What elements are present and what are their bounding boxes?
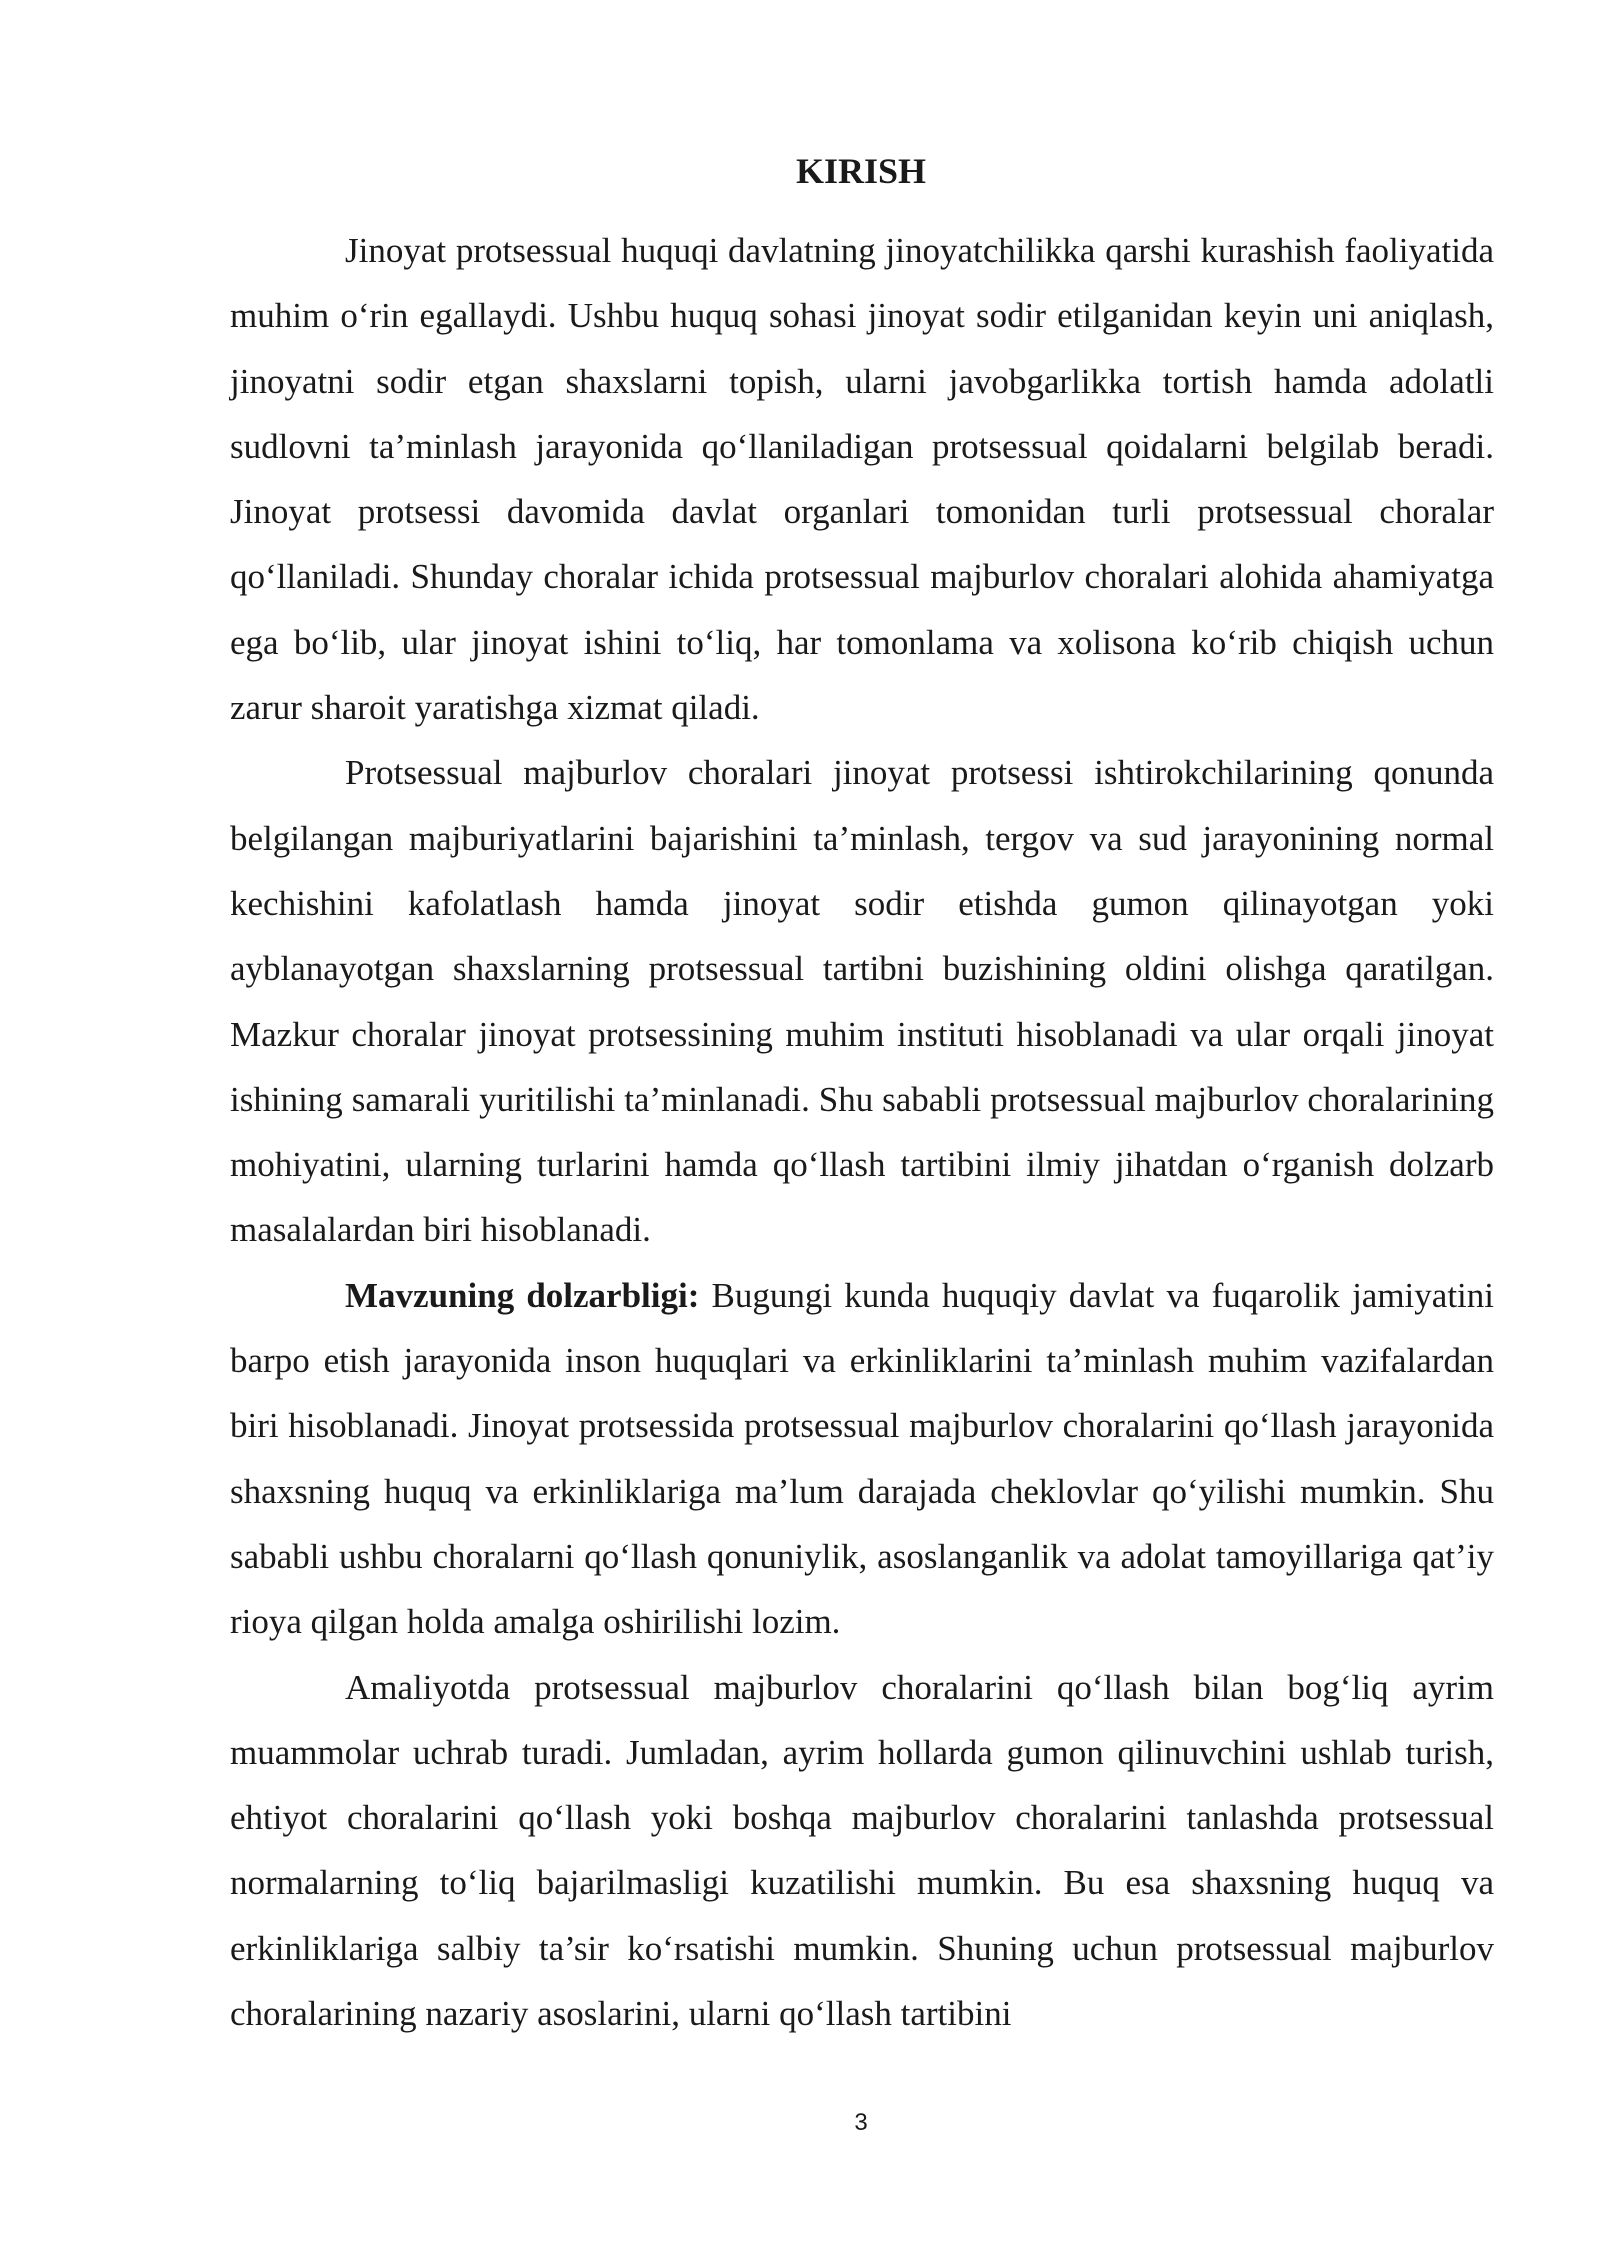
paragraph-3-lead: Mavzuning dolzarbligi: [345,1275,700,1315]
paragraph-2 [230,740,1494,1262]
body-text [230,218,1494,2046]
paragraph-3 [230,1263,1494,1655]
paragraph-4-text: Amaliyotda protsessual majburlov choralarini qo‘llash bilan bog‘liq ayrim muammolar uchrab turadi. Jumladan, ayrim hollarda gumon qilinuvchini ushlab turish, ehtiyot choralarini qo‘llash yoki boshqa majburlov choralarini tanlashda protsessual normalarning to‘liq bajarilmasligi kuzatilishi mumkin. Bu esa shaxsning huquq va erkinliklariga salbiy ta’sir ko‘rsatishi mumkin. Shuning uchun protsessual majburlov choralarining nazariy asoslarini, ularni qo‘llash tartibini [230,1667,1494,2034]
paragraph-2-text: Protsessual majburlov choralari jinoyat protsessi ishtirokchilarining qonunda belgilangan majburiyatlarini bajarishini ta’minlash, tergov va sud jarayonining normal kechishini kafolatlash hamda jinoyat sodir etishda gumon qilinayotgan yoki ayblanayotgan shaxslarning protsessual tartibni buzishining oldini olishga qaratilgan. Mazkur choralar jinoyat protsessining muhim instituti hisoblanadi va ular orqali jinoyat ishining samarali yuritilishi ta’minlanadi. Shu sababli protsessual majburlov choralarining mohiyatini, ularning turlarini hamda qo‘llash tartibini ilmiy jihatdan o‘rganish dolzarb masalalardan biri hisoblanadi. [230,753,1494,1250]
paragraph-3-text: Bugungi kunda huquqiy davlat va fuqarolik jamiyatini barpo etish jarayonida inson huquqlari va erkinliklarini ta’minlash muhim vazifalardan biri hisoblanadi. Jinoyat protsessida protsessual majburlov choralarini qo‘llash jarayonida shaxsning huquq va erkinliklariga ma’lum darajada cheklovlar qo‘yilishi mumkin. Shu sababli ushbu choralarni qo‘llash qonuniylik, asoslanganlik va adolat tamoyillariga qat’iy rioya qilgan holda amalga oshirilishi lozim. [230,1275,1494,1642]
paragraph-1 [230,218,1494,740]
paragraph-1-text: Jinoyat protsessual huquqi davlatning jinoyatchilikka qarshi kurashish faoliyatida muhim o‘rin egallaydi. Ushbu huquq sohasi jinoyat sodir etilganidan keyin uni aniqlash, jinoyatni sodir etgan shaxslarni topish, ularni javobgarlikka tortish hamda adolatli sudlovni ta’minlash jarayonida qo‘llaniladigan protsessual qoidalarni belgilab beradi. Jinoyat protsessi davomida davlat organlari tomonidan turli protsessual choralar qo‘llaniladi. Shunday choralar ichida protsessual majburlov choralari alohida ahamiyatga ega bo‘lib, ular jinoyat ishini to‘liq, har tomonlama va xolisona ko‘rib chiqish uchun zarur sharoit yaratishga xizmat qiladi. [230,231,1494,728]
page-number: 3 [854,2109,868,2136]
page-title: KIRISH [795,151,927,191]
paragraph-4 [230,1655,1494,2047]
